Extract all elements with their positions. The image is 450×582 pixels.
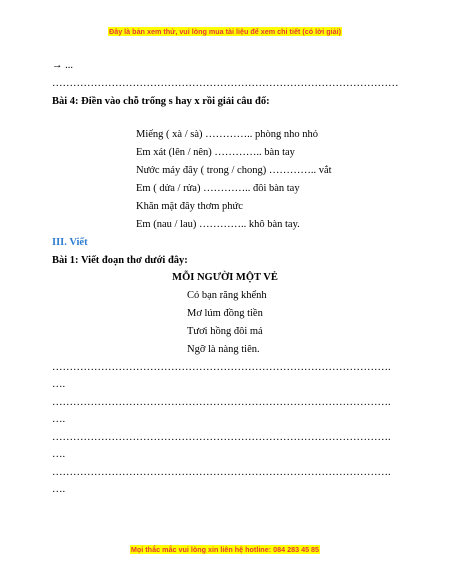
exercise-4-item: Em xát (lên / nên) ………….. bàn tay (136, 147, 295, 158)
answer-line: ……………………………………………………………………………………… (52, 78, 399, 89)
writing-line-tail: …. (52, 379, 66, 390)
writing-line-tail: …. (52, 449, 66, 460)
poem-line: Mơ lúm đồng tiền (187, 308, 263, 319)
writing-line: ……………………………………………………………………………………. (52, 467, 391, 478)
writing-line-tail: …. (52, 484, 66, 495)
writing-line: ……………………………………………………………………………………. (52, 362, 391, 373)
poem-line: Tươi hồng đôi má (187, 326, 263, 337)
answer-arrow: → ... (52, 60, 73, 71)
exercise-4-item: Em ( dửa / rửa) ………….. đôi bàn tay (136, 183, 300, 194)
exercise-4-item: Em (nau / lau) ………….. khô bàn tay. (136, 219, 300, 230)
poem-line: Ngỡ là nàng tiên. (187, 344, 260, 355)
exercise-1-title: Bài 1: Viết đoạn thơ dưới đây: (52, 255, 188, 266)
writing-line-tail: …. (52, 414, 66, 425)
poem-title: MỖI NGƯỜI MỘT VẺ (172, 272, 278, 283)
exercise-4-item: Miếng ( xà / sà) ………….. phòng nho nhỏ (136, 129, 318, 140)
preview-banner (0, 27, 450, 36)
section-title: III. Viết (52, 237, 88, 248)
hotline-banner-text: Mọi thắc mắc vui lòng xin liên hệ hotline: 084 283 45 85 (130, 545, 320, 554)
writing-line: ……………………………………………………………………………………. (52, 432, 391, 443)
exercise-4-item: Khăn mặt đây thơm phức (136, 201, 243, 212)
preview-banner-text: Đây là bản xem thử, vui lòng mua tài liệu để xem chi tiết (có lời giải) (109, 27, 341, 36)
writing-line: ……………………………………………………………………………………. (52, 397, 391, 408)
exercise-4-item: Nước máy đây ( trong / chong) ………….. vắt (136, 165, 332, 176)
hotline-banner (0, 545, 450, 554)
poem-line: Có bạn răng khểnh (187, 290, 267, 301)
exercise-4-title: Bài 4: Điền vào chỗ trống s hay x rồi giải câu đố: (52, 96, 270, 107)
